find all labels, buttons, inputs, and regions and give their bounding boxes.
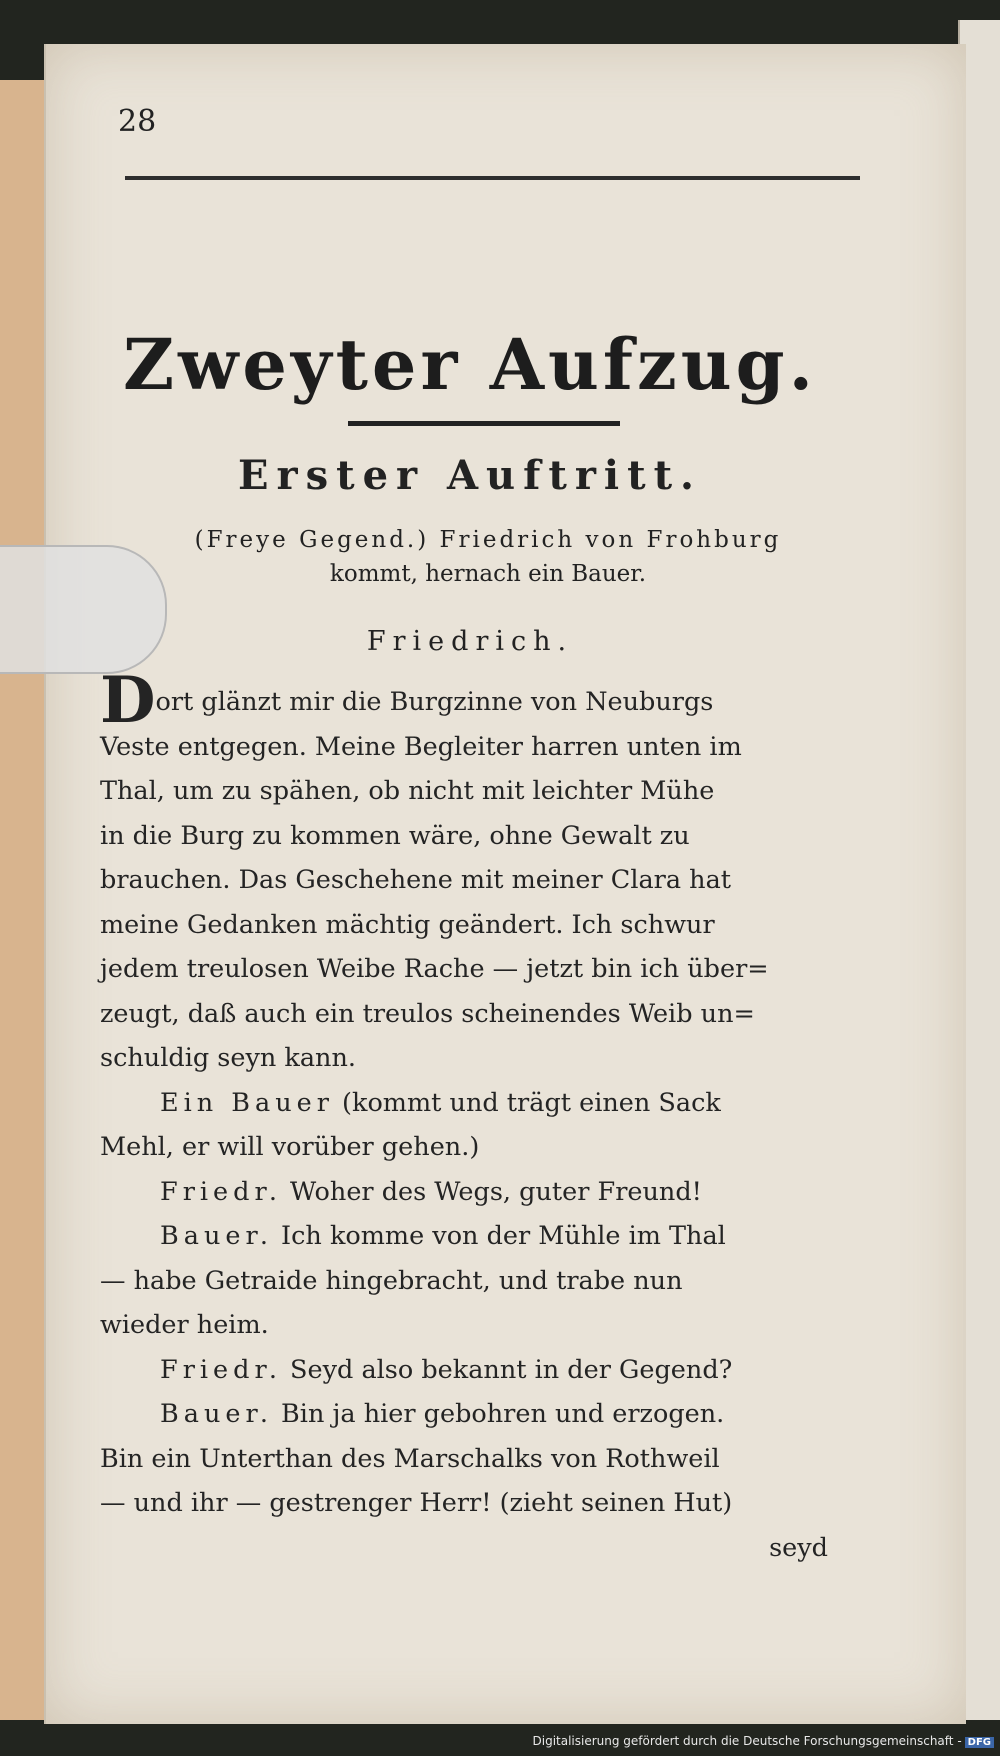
speaker-name: Bauer.	[160, 1399, 273, 1429]
drop-cap: D	[100, 663, 156, 738]
stage-direction-line-2: kommt, hernach ein Bauer.	[329, 561, 647, 587]
line-text: Seyd also bekannt in der Gegend?	[281, 1354, 733, 1385]
act-title: Zweyter Aufzug.	[123, 323, 817, 406]
text-line: wieder heim.	[100, 1310, 269, 1340]
catchword: seyd	[769, 1532, 828, 1563]
speaker-name: Bauer.	[160, 1221, 273, 1251]
text-line: meine Gedanken mächtig geändert. Ich schwur	[100, 909, 715, 940]
text-line	[100, 1392, 848, 1437]
text-line	[100, 663, 848, 738]
stage-direction	[108, 523, 868, 591]
text-line: zeugt, daß auch ein treulos scheinendes Weib un=	[100, 998, 755, 1029]
text-line	[100, 1214, 848, 1259]
text-line: — und ihr — gestrenger Herr! (zieht seinen Hut)	[100, 1488, 733, 1518]
scene-heading: Erster Auftritt.	[238, 452, 702, 499]
line-text: Ich komme von der Mühle im Thal	[272, 1221, 726, 1251]
digitization-footer	[533, 1734, 995, 1748]
text-line: brauchen. Das Geschehene mit meiner Clara hat	[100, 865, 732, 895]
speaker-name: Friedr.	[160, 1176, 282, 1207]
dfg-logo: DFG	[965, 1737, 994, 1748]
text-line	[100, 1170, 848, 1215]
text-line: schuldig seyn kann.	[100, 1043, 356, 1073]
line-text: (kommt und trägt einen Sack	[333, 1087, 721, 1118]
text-line: jedem treulosen Weibe Rache — jetzt bin ich über=	[100, 954, 769, 984]
header-rule	[125, 176, 860, 180]
line-text: Bin ja hier gebohren und erzogen.	[272, 1399, 725, 1429]
text-line: in die Burg zu kommen wäre, ohne Gewalt zu	[100, 820, 690, 851]
speaker-name: Friedr.	[160, 1354, 282, 1385]
text-line	[100, 1348, 848, 1393]
stage-direction-line-1: (Freye Gegend.) Friedrich von Frohburg	[194, 527, 782, 553]
text-line: — habe Getraide hingebracht, und trabe nun	[100, 1265, 683, 1296]
speaker-name: Ein Bauer	[160, 1087, 334, 1118]
title-underline	[348, 421, 620, 426]
text-line: Mehl, er will vorüber gehen.)	[100, 1132, 480, 1162]
line-text: ort glänzt mir die Burgzinne von Neuburgs	[155, 687, 714, 717]
body-text	[100, 663, 848, 1570]
text-line: Veste entgegen. Meine Begleiter harren unten im	[100, 731, 742, 762]
text-line: Thal, um zu spähen, ob nicht mit leichter Mühe	[100, 776, 715, 806]
text-line	[100, 1081, 848, 1126]
footer-text: Digitalisierung gefördert durch die Deutsche Forschungsgemeinschaft -	[532, 1734, 962, 1748]
line-text: Woher des Wegs, guter Freund!	[281, 1176, 702, 1207]
page-number: 28	[118, 104, 157, 139]
text-line: Bin ein Unterthan des Marschalks von Rothweil	[100, 1443, 720, 1474]
speaker-heading: Friedrich.	[366, 626, 574, 657]
